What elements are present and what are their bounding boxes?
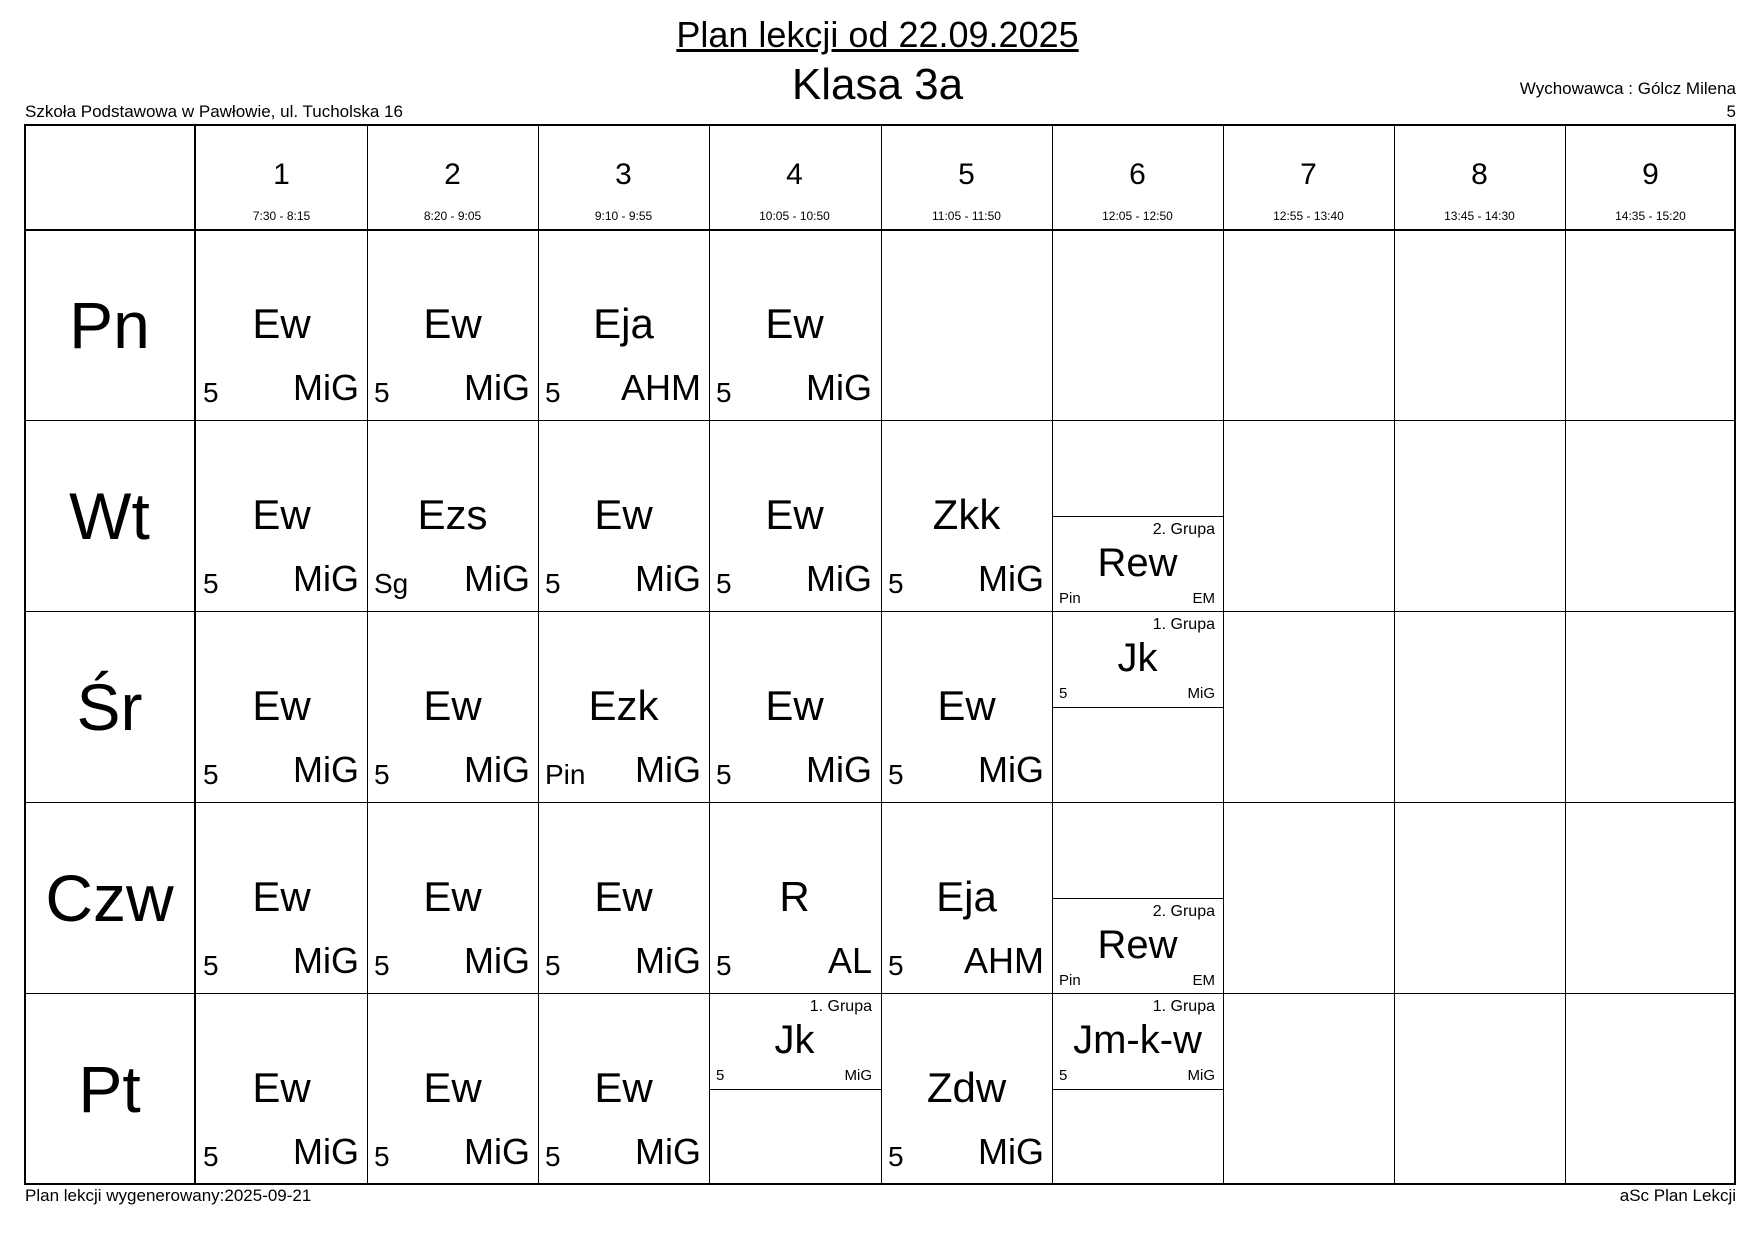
lesson-cell <box>367 994 538 1185</box>
period-time: 14:35 - 15:20 <box>1615 209 1686 223</box>
period-header <box>1565 124 1736 230</box>
day-label: Wt <box>69 479 150 553</box>
lesson-cell <box>881 803 1052 994</box>
lesson-subject: Zdw <box>926 1064 1007 1111</box>
lesson-subject: Ew <box>423 682 482 729</box>
lesson-room: 5 <box>888 759 904 790</box>
group-label: 2. Grupa <box>1152 903 1215 920</box>
lesson-teacher: MiG <box>293 749 359 790</box>
lesson-subject: Ew <box>594 491 653 538</box>
period-time: 12:05 - 12:50 <box>1102 209 1173 223</box>
lesson-subject: Ew <box>937 682 996 729</box>
lesson-subject: Jm-k-w <box>1073 1018 1202 1062</box>
lesson-subject: Ew <box>594 873 653 920</box>
period-header <box>367 124 538 230</box>
period-number: 9 <box>1642 158 1659 191</box>
period-time: 13:45 - 14:30 <box>1444 209 1515 223</box>
generated-date: Plan lekcji wygenerowany:2025-09-21 <box>25 1186 312 1205</box>
lesson-subject: Ew <box>252 873 311 920</box>
lesson-subject: Jk <box>774 1018 815 1062</box>
lesson-teacher: MiG <box>978 1131 1044 1172</box>
period-header <box>709 124 880 230</box>
period-number: 2 <box>444 158 461 191</box>
lesson-subject: Zkk <box>932 491 1001 538</box>
lesson-teacher: MiG <box>293 940 359 981</box>
lesson-subject: Ew <box>252 300 311 347</box>
group-label: 1. Grupa <box>1152 616 1215 633</box>
lesson-subject: Jk <box>1117 636 1158 680</box>
lesson-room: 5 <box>888 568 904 599</box>
group-label: 1. Grupa <box>809 998 872 1015</box>
lesson-teacher: MiG <box>806 367 872 408</box>
day-label: Czw <box>45 861 174 935</box>
grid-vline <box>1394 124 1395 1185</box>
period-number: 7 <box>1300 158 1317 191</box>
lesson-teacher: MiG <box>806 749 872 790</box>
lesson-cell <box>367 803 538 994</box>
lesson-teacher: MiG <box>464 940 530 981</box>
group-lesson-cell <box>1052 517 1223 612</box>
lesson-subject: Ew <box>423 873 482 920</box>
period-number: 4 <box>786 158 803 191</box>
group-lesson-cell <box>1052 994 1223 1089</box>
lesson-cell <box>881 421 1052 612</box>
lesson-teacher: MiG <box>464 558 530 599</box>
lesson-cell <box>367 612 538 803</box>
lesson-subject: Ew <box>252 1064 311 1111</box>
lesson-subject: Ew <box>765 300 824 347</box>
period-number: 1 <box>273 158 290 191</box>
period-time: 8:20 - 9:05 <box>423 209 482 223</box>
day-label: Śr <box>76 670 143 744</box>
lesson-subject: Ew <box>252 491 311 538</box>
lesson-teacher: EM <box>1192 972 1215 989</box>
lesson-subject: R <box>779 873 810 920</box>
software-name: aSc Plan Lekcji <box>1619 1186 1736 1205</box>
lesson-room: 5 <box>545 950 561 981</box>
group-split-line <box>709 1089 881 1090</box>
lesson-cell <box>538 803 709 994</box>
lesson-room: 5 <box>545 377 561 408</box>
lesson-teacher: MiG <box>1187 685 1215 702</box>
lesson-room: 5 <box>203 377 219 408</box>
lesson-cell <box>196 230 367 421</box>
lesson-room: Sg <box>374 568 409 599</box>
period-number: 6 <box>1129 158 1146 191</box>
lesson-room: 5 <box>716 950 732 981</box>
lesson-teacher: MiG <box>844 1067 872 1084</box>
period-time: 12:55 - 13:40 <box>1273 209 1344 223</box>
lesson-teacher: MiG <box>293 558 359 599</box>
lesson-subject: Ew <box>765 491 824 538</box>
lesson-teacher: MiG <box>635 749 701 790</box>
lesson-subject: Rew <box>1097 541 1178 585</box>
lesson-teacher: AHM <box>964 940 1044 981</box>
lesson-room: 5 <box>374 1141 390 1172</box>
lesson-room: 5 <box>374 950 390 981</box>
lesson-cell <box>196 803 367 994</box>
lesson-room: 5 <box>203 950 219 981</box>
grid-vline <box>1565 124 1566 1185</box>
lesson-cell <box>367 230 538 421</box>
lesson-cell <box>367 421 538 612</box>
lesson-subject: Ew <box>594 1064 653 1111</box>
period-header <box>881 124 1052 230</box>
lesson-teacher: EM <box>1192 590 1215 607</box>
lesson-room: 5 <box>716 1067 725 1084</box>
period-time: 10:05 - 10:50 <box>759 209 830 223</box>
lesson-cell <box>538 612 709 803</box>
lesson-cell <box>709 421 880 612</box>
group-lesson-cell <box>1052 899 1223 994</box>
lesson-teacher: MiG <box>293 367 359 408</box>
lesson-cell <box>709 803 880 994</box>
period-time: 7:30 - 8:15 <box>252 209 311 223</box>
grid-vline <box>1223 124 1224 1185</box>
lesson-room: Pin <box>1059 590 1081 607</box>
lesson-room: 5 <box>716 568 732 599</box>
lesson-room: 5 <box>716 759 732 790</box>
lesson-subject: Rew <box>1097 923 1178 967</box>
group-label: 2. Grupa <box>1152 521 1215 538</box>
lesson-cell <box>709 230 880 421</box>
lesson-subject: Ew <box>252 682 311 729</box>
lesson-room: 5 <box>203 759 219 790</box>
period-header <box>538 124 709 230</box>
lesson-subject: Ezs <box>417 491 488 538</box>
lesson-cell <box>196 994 367 1185</box>
day-label: Pt <box>78 1052 141 1126</box>
lesson-cell <box>538 230 709 421</box>
lesson-subject: Eja <box>593 300 654 347</box>
lesson-teacher: MiG <box>978 558 1044 599</box>
period-header <box>1052 124 1223 230</box>
lesson-room: 5 <box>374 377 390 408</box>
lesson-room: Pin <box>545 759 586 790</box>
timetable-title: Plan lekcji od 22.09.2025 <box>676 14 1079 55</box>
day-label: Pn <box>69 288 150 362</box>
lesson-cell <box>881 612 1052 803</box>
lesson-teacher: MiG <box>464 749 530 790</box>
lesson-cell <box>538 994 709 1185</box>
group-lesson-cell <box>709 994 880 1089</box>
group-split-line <box>1052 1089 1223 1090</box>
lesson-teacher: MiG <box>635 940 701 981</box>
group-lesson-cell <box>1052 612 1223 707</box>
period-header <box>1394 124 1565 230</box>
homeroom-room: 5 <box>1726 102 1736 121</box>
school-name: Szkoła Podstawowa w Pawłowie, ul. Tucholska 16 <box>25 102 403 121</box>
lesson-cell <box>881 994 1052 1185</box>
lesson-room: 5 <box>888 950 904 981</box>
lesson-teacher: AL <box>827 940 872 981</box>
class-name: Klasa 3a <box>791 60 964 109</box>
lesson-cell <box>196 612 367 803</box>
lesson-teacher: MiG <box>464 367 530 408</box>
lesson-room: 5 <box>545 1141 561 1172</box>
lesson-subject: Eja <box>936 873 997 920</box>
lesson-teacher: MiG <box>464 1131 530 1172</box>
period-time: 9:10 - 9:55 <box>594 209 653 223</box>
lesson-teacher: MiG <box>1187 1067 1215 1084</box>
group-label: 1. Grupa <box>1152 998 1215 1015</box>
lesson-teacher: MiG <box>635 1131 701 1172</box>
lesson-subject: Ew <box>765 682 824 729</box>
lesson-subject: Ew <box>423 1064 482 1111</box>
lesson-teacher: MiG <box>806 558 872 599</box>
period-number: 5 <box>958 158 975 191</box>
lesson-cell <box>709 612 880 803</box>
lesson-room: 5 <box>1059 1067 1068 1084</box>
lesson-teacher: AHM <box>621 367 701 408</box>
lesson-cell <box>538 421 709 612</box>
period-number: 8 <box>1471 158 1488 191</box>
period-time: 11:05 - 11:50 <box>932 209 1001 223</box>
lesson-teacher: MiG <box>635 558 701 599</box>
lesson-room: 5 <box>203 1141 219 1172</box>
timetable-grid <box>24 124 1736 1185</box>
lesson-subject: Ezk <box>588 682 659 729</box>
lesson-room: 5 <box>374 759 390 790</box>
lesson-subject: Ew <box>423 300 482 347</box>
period-header <box>1223 124 1394 230</box>
period-header <box>196 124 367 230</box>
lesson-teacher: MiG <box>293 1131 359 1172</box>
lesson-teacher: MiG <box>978 749 1044 790</box>
lesson-room: 5 <box>545 568 561 599</box>
lesson-room: 5 <box>1059 685 1068 702</box>
lesson-room: Pin <box>1059 972 1081 989</box>
lesson-cell <box>196 421 367 612</box>
homeroom-teacher: Wychowawca : Gólcz Milena <box>1519 79 1736 98</box>
period-number: 3 <box>615 158 632 191</box>
lesson-room: 5 <box>888 1141 904 1172</box>
group-split-line <box>1052 707 1223 708</box>
lesson-room: 5 <box>203 568 219 599</box>
lesson-room: 5 <box>716 377 732 408</box>
